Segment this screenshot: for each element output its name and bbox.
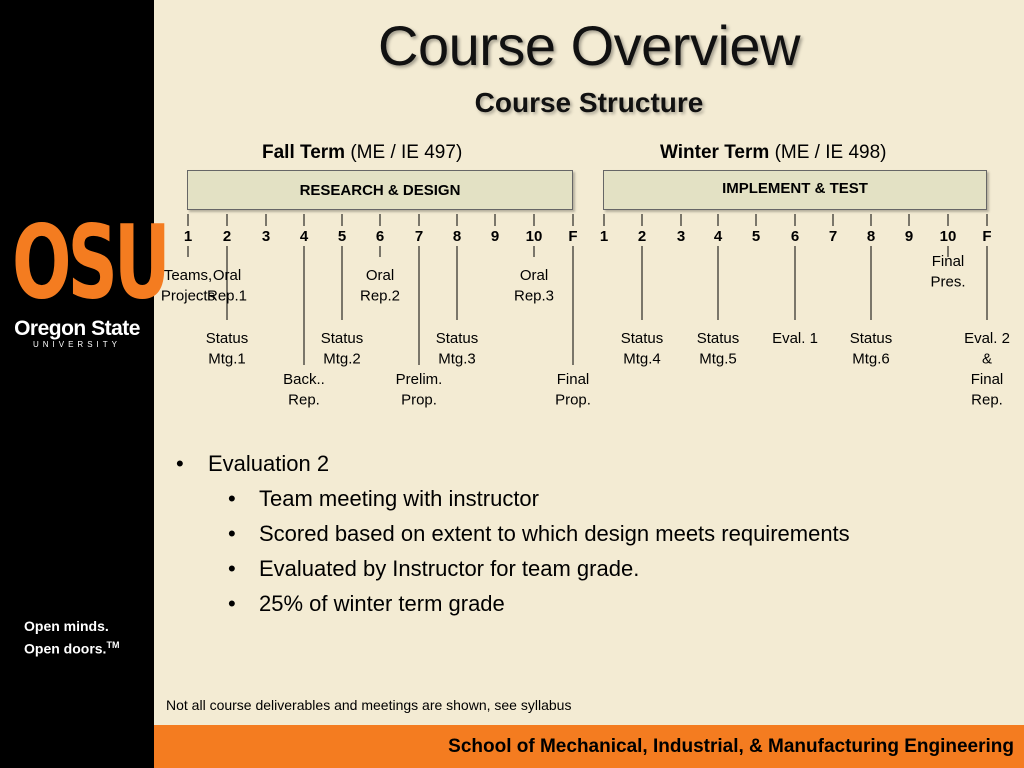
week-number: 2 — [637, 228, 647, 245]
week-number: 8 — [452, 228, 462, 245]
winter-term-heading — [660, 141, 886, 165]
evaluation-notes — [176, 446, 996, 621]
slide-subtitle: Course Structure — [474, 87, 704, 118]
list-item-text: Scored based on extent to which design meets requirements — [259, 521, 850, 546]
week-number: 9 — [490, 228, 500, 245]
list-item-text: 25% of winter term grade — [259, 591, 505, 616]
deliverable-label-line: Status — [849, 330, 893, 347]
week-number: 5 — [337, 228, 347, 245]
logo-mark: OSU — [12, 203, 167, 323]
deliverable-label — [697, 330, 740, 368]
tagline-line-2-text: Open doors. — [24, 640, 107, 657]
fall-term-heading — [262, 141, 462, 165]
deliverable-label-line: Status — [320, 330, 364, 347]
fall-term-name: Fall Term — [262, 142, 346, 163]
notes-heading: Evaluation 2 — [208, 451, 330, 476]
deliverable-label-line: Mtg.3 — [438, 350, 476, 368]
week-number: 1 — [599, 228, 609, 245]
deliverable-label — [514, 267, 554, 305]
deliverable-label-line: Projects — [160, 287, 216, 305]
deliverable-label-line: Prelim. — [395, 371, 443, 388]
deliverable-label-line: Oral — [212, 267, 242, 284]
week-number: 6 — [375, 228, 385, 245]
deliverable-label-line: Rep.2 — [359, 287, 401, 305]
logo-university-sub: UNIVERSITY — [32, 340, 121, 349]
sidebar — [0, 0, 167, 768]
deliverable-label-line: Oral — [365, 267, 395, 284]
deliverable-label-line: Mtg.4 — [623, 350, 661, 368]
deliverable-label — [206, 330, 249, 368]
deliverable-label-line: Pres. — [930, 273, 966, 291]
list-item — [228, 481, 996, 516]
week-number: F — [568, 228, 578, 245]
deliverable-label-line: Status — [435, 330, 479, 347]
deliverable-label — [850, 330, 893, 368]
deliverable-label — [772, 330, 818, 347]
deliverable-label — [360, 267, 400, 305]
phase-box-research-design: RESEARCH & DESIGN — [187, 170, 573, 210]
list-item — [228, 516, 996, 551]
notes-heading-item — [176, 446, 996, 621]
list-item-text: Team meeting with instructor — [259, 486, 539, 511]
deliverable-label — [207, 267, 247, 305]
deliverable-label-line: Back.. — [283, 371, 325, 388]
week-number: 6 — [790, 228, 800, 245]
deliverable-label-line: Rep. — [288, 391, 320, 409]
week-number: 7 — [828, 228, 838, 245]
week-number: 10 — [939, 228, 957, 245]
notes-list — [176, 446, 996, 621]
week-number: 7 — [414, 228, 424, 245]
week-number: 1 — [183, 228, 193, 245]
deliverable-label-line: Rep.1 — [206, 287, 248, 305]
week-number: 10 — [525, 228, 543, 245]
footer-text: School of Mechanical, Industrial, & Manufacturing Engineering — [448, 736, 1014, 757]
bullet-icon: • — [176, 451, 184, 476]
bullet-icon: • — [228, 591, 236, 616]
bullet-icon: • — [228, 521, 236, 546]
deliverable-label-line: Eval. 2 — [964, 330, 1010, 347]
deliverable-label-line: Rep.3 — [513, 287, 555, 305]
bullet-icon: • — [228, 486, 236, 511]
deliverable-label-line: Status — [696, 330, 740, 347]
week-number: 5 — [751, 228, 761, 245]
week-number: 8 — [866, 228, 876, 245]
deliverable-label — [321, 330, 364, 368]
deliverable-label — [555, 371, 591, 409]
phase-box-implement-test: IMPLEMENT & TEST — [603, 170, 987, 210]
week-number: F — [982, 228, 992, 245]
deliverable-label-line: Rep. — [971, 391, 1003, 409]
deliverable-label-line: Mtg.1 — [208, 350, 246, 368]
tagline — [24, 617, 119, 659]
deliverable-label-line: Final — [556, 371, 590, 388]
deliverable-label-line: Mtg.6 — [852, 350, 890, 368]
deliverable-label — [436, 330, 479, 368]
deliverable-label-line: Mtg.2 — [323, 350, 361, 368]
deliverable-label — [964, 330, 1010, 409]
winter-term-name: Winter Term — [660, 142, 770, 163]
list-item — [228, 586, 996, 621]
deliverable-label — [161, 267, 215, 305]
notes-sublist — [228, 481, 996, 621]
week-number: 2 — [222, 228, 232, 245]
deliverable-label-line: Final — [931, 253, 965, 270]
tagline-line-2 — [24, 636, 119, 659]
deliverable-label-line: Status — [205, 330, 249, 347]
footnote: Not all course deliverables and meetings are shown, see syllabus — [166, 697, 572, 713]
deliverable-label — [396, 371, 443, 409]
trademark-mark: TM — [106, 640, 120, 650]
winter-term-course: (ME / IE 498) — [774, 142, 887, 163]
list-item — [228, 551, 996, 586]
deliverable-label-line: Eval. 1 — [772, 330, 818, 347]
deliverable-label — [283, 371, 325, 409]
deliverable-label-line: Prop. — [555, 391, 591, 409]
deliverable-label — [930, 253, 965, 291]
week-number: 3 — [261, 228, 271, 245]
deliverable-label — [621, 330, 664, 368]
deliverable-label-line: Mtg.5 — [699, 350, 737, 368]
list-item-text: Evaluated by Instructor for team grade. — [259, 556, 640, 581]
fall-term-course: (ME / IE 497) — [350, 142, 463, 163]
deliverable-label-line: & — [981, 350, 993, 368]
week-number: 4 — [713, 228, 723, 245]
deliverable-label-line: Oral — [519, 267, 549, 284]
logo-university-name: Oregon State — [14, 317, 140, 340]
week-number: 4 — [299, 228, 309, 245]
deliverable-label-line: Final — [970, 371, 1004, 388]
bullet-icon: • — [228, 556, 236, 581]
osu-logo — [12, 203, 167, 350]
week-number: 3 — [676, 228, 686, 245]
deliverable-label-line: Status — [620, 330, 664, 347]
deliverable-label-line: Teams, — [163, 267, 213, 284]
footer-bar — [154, 725, 1024, 768]
week-number: 9 — [904, 228, 914, 245]
slide-title: Course Overview — [378, 14, 800, 77]
deliverable-label-line: Prop. — [401, 391, 437, 409]
tagline-line-1: Open minds. — [24, 618, 109, 634]
